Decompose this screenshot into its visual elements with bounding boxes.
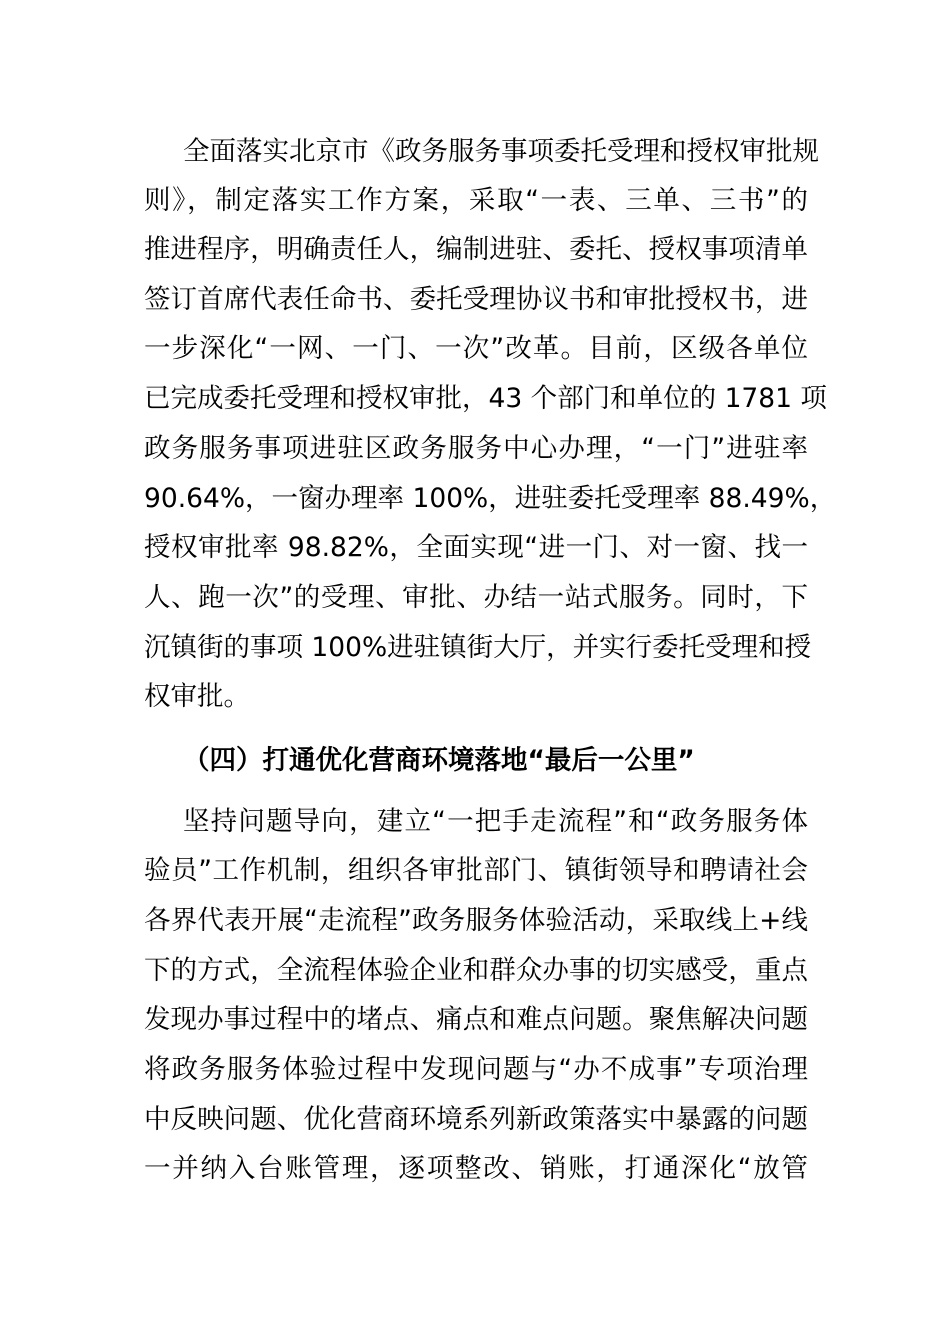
paragraph-1-line-11: 沉镇街的事项 100%进驻镇街大厅，并实行委托受理和授	[144, 632, 812, 663]
paragraph-1-line-2: 则》，制定落实工作方案，采取“一表、三单、三书”的	[144, 185, 808, 216]
paragraph-2-line-6: 将政务服务体验过程中发现问题与“办不成事”专项治理	[144, 1054, 808, 1085]
paragraph-2-line-2: 验员”工作机制，组织各审批部门、镇街领导和聘请社会	[144, 855, 808, 886]
section-heading: （四）打通优化营商环境落地“最后一公里”	[183, 745, 695, 776]
paragraph-1-line-5: 一步深化“一网、一门、一次”改革。目前，区级各单位	[144, 333, 808, 364]
paragraph-1-line-6: 已完成委托受理和授权审批，43 个部门和单位的 1781 项	[144, 383, 827, 414]
paragraph-2-line-7: 中反映问题、优化营商环境系列新政策落实中暴露的问题	[144, 1104, 808, 1135]
paragraph-2-line-5: 发现办事过程中的堵点、痛点和难点问题。聚焦解决问题	[144, 1004, 808, 1035]
paragraph-1-line-9: 授权审批率 98.82%，全面实现“进一门、对一窗、找一	[144, 532, 808, 563]
paragraph-2-line-8: 一并纳入台账管理，逐项整改、销账，打通深化“放管	[144, 1153, 808, 1184]
paragraph-2-line-3: 各界代表开展“走流程”政务服务体验活动，采取线上+线	[144, 905, 808, 936]
paragraph-1-line-10: 人、跑一次”的受理、审批、办结一站式服务。同时，下	[144, 582, 808, 613]
paragraph-1-line-4: 签订首席代表任命书、委托受理协议书和审批授权书，进	[144, 284, 808, 315]
paragraph-2-line-4: 下的方式，全流程体验企业和群众办事的切实感受，重点	[144, 955, 808, 986]
paragraph-2-line-1: 坚持问题导向，建立“一把手走流程”和“政务服务体	[183, 806, 808, 837]
paragraph-1-line-3: 推进程序，明确责任人，编制进驻、委托、授权事项清单	[144, 234, 808, 265]
paragraph-1-line-7: 政务服务事项进驻区政务服务中心办理，“一门”进驻率	[144, 433, 808, 464]
paragraph-1-line-8: 90.64%，一窗办理率 100%，进驻委托受理率 88.49%，	[144, 483, 837, 514]
paragraph-1-line-12: 权审批。	[144, 681, 250, 712]
paragraph-1-line-1: 全面落实北京市《政务服务事项委托受理和授权审批规	[183, 136, 819, 167]
